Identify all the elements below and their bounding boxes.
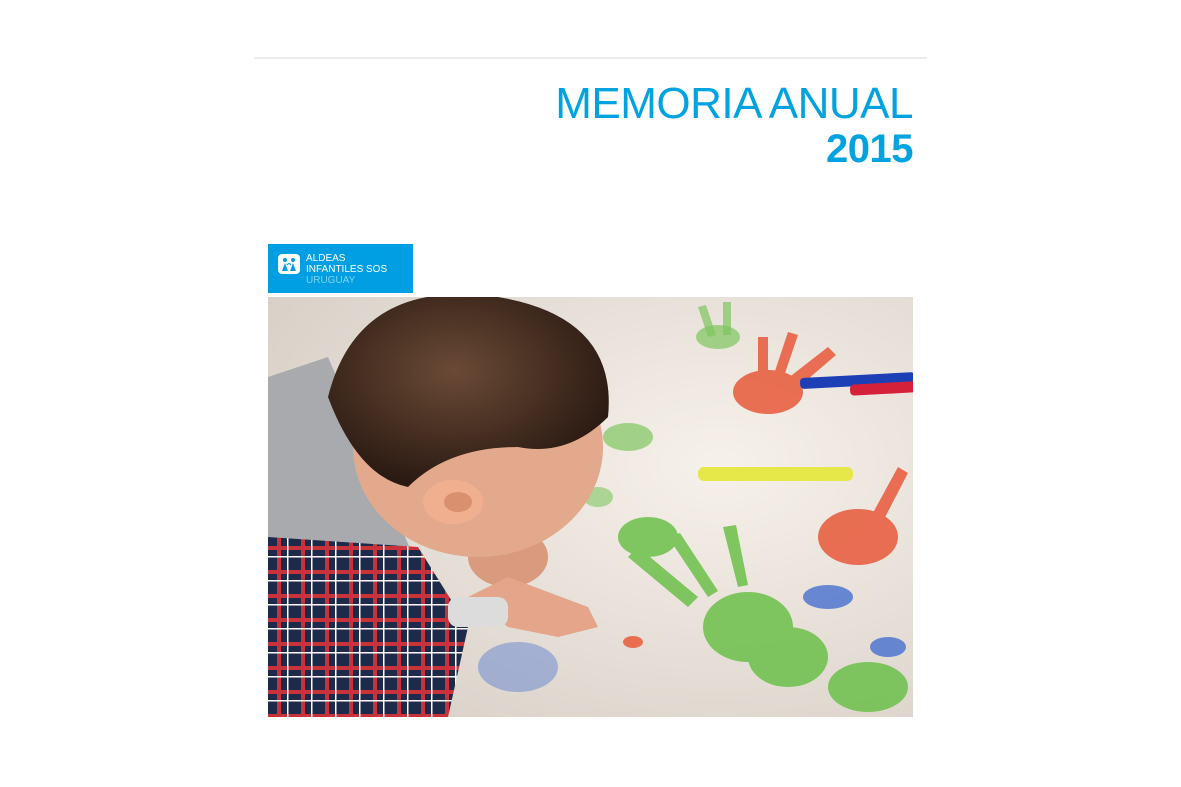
logo-line-infantiles: INFANTILES SOS	[306, 264, 388, 275]
cover-photo	[268, 297, 913, 717]
logo-text	[306, 253, 387, 286]
sos-children-icon	[278, 254, 300, 274]
report-year: 2015	[826, 127, 913, 171]
cover-title-block	[555, 80, 913, 170]
logo-line-aldeas: ALDEAS	[306, 253, 346, 264]
report-title: MEMORIA ANUAL	[555, 79, 913, 128]
logo-country: URUGUAY	[306, 275, 356, 286]
child-painting-handprints-photo	[268, 297, 913, 717]
top-divider	[254, 57, 927, 59]
organization-logo	[268, 244, 413, 293]
